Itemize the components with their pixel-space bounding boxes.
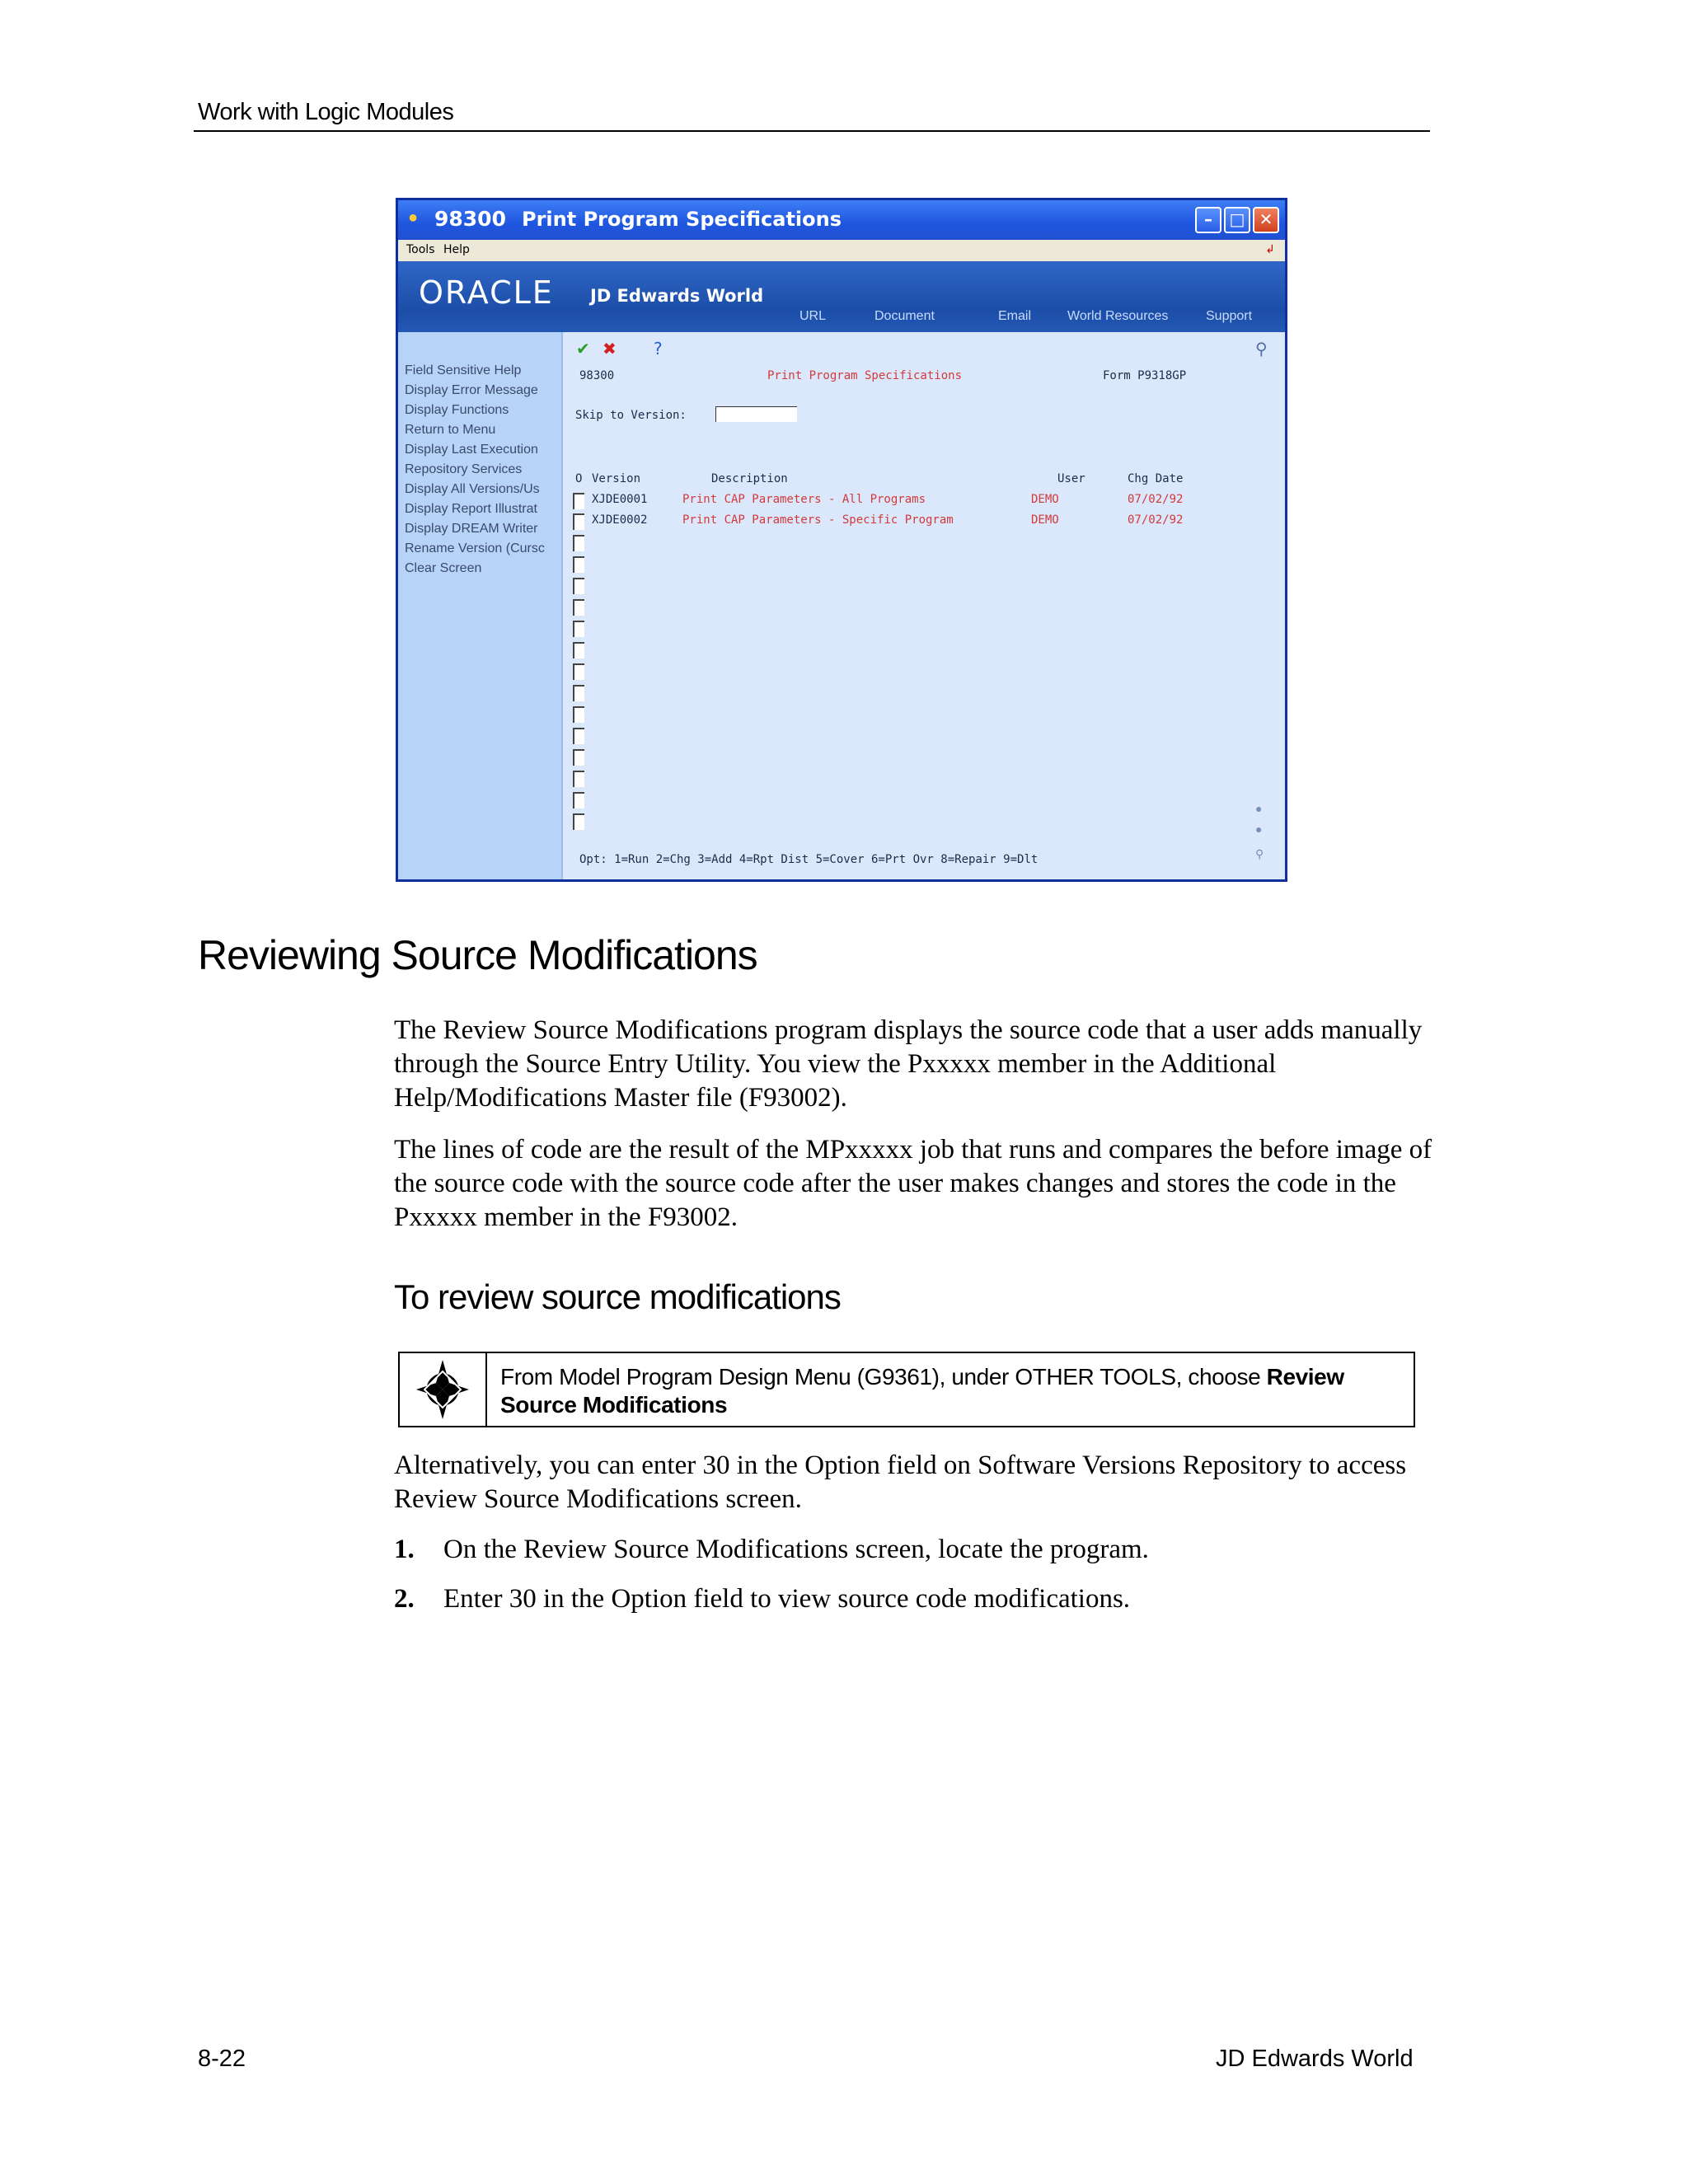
check-icon[interactable]: ✔ <box>576 339 590 359</box>
footer-product: JD Edwards World <box>1216 2046 1414 2072</box>
row-2-chg-date: 07/02/92 <box>1128 513 1184 527</box>
nav-link-email[interactable]: Email <box>998 309 1032 323</box>
row-1-user: DEMO <box>1031 493 1059 506</box>
return-arrow-icon[interactable]: ↲ <box>1265 243 1275 256</box>
sidebar-item-return-menu[interactable]: Return to Menu <box>405 423 496 437</box>
option-checkbox[interactable] <box>573 513 584 530</box>
title-bar <box>398 200 1285 240</box>
skip-to-version-input[interactable] <box>715 406 797 422</box>
sidebar-item-error-message[interactable]: Display Error Message <box>405 383 538 397</box>
option-checkbox[interactable] <box>573 493 584 509</box>
task-title: To review source modifications <box>394 1277 841 1316</box>
menu-bar <box>398 240 1285 261</box>
paragraph-1: The Review Source Modifications program displays the source code that a user adds manually through the Source Entry Utility. You view the Pxxxxx member in the Additional Help/Modifications Master file (F93002). <box>394 1015 1423 1113</box>
option-checkbox[interactable] <box>573 535 584 551</box>
navigation-target: Review Source Modifications <box>500 1364 1344 1418</box>
nav-link-url[interactable]: URL <box>799 309 827 323</box>
skip-label: Skip to Version: <box>575 409 687 422</box>
sidebar-item-all-versions[interactable]: Display All Versions/Us <box>405 482 540 496</box>
option-checkbox[interactable] <box>573 578 584 594</box>
option-checkbox[interactable] <box>573 556 584 573</box>
step-2-text: Enter 30 in the Option field to view source code modifications. <box>443 1584 1131 1614</box>
compass-icon <box>400 1353 485 1426</box>
sidebar-item-last-execution[interactable]: Display Last Execution <box>405 443 538 457</box>
oracle-banner <box>398 261 1285 332</box>
alternative-paragraph: Alternatively, you can enter 30 in the Option field on Software Versions Repository to access Review Source Modifications screen. <box>394 1451 1407 1514</box>
window-number: 98300 <box>434 207 506 231</box>
nav-link-document[interactable]: Document <box>874 309 935 323</box>
zoom-icon[interactable]: ⚲ <box>1255 847 1264 860</box>
sidebar-item-report-illustration[interactable]: Display Report Illustrat <box>405 502 537 516</box>
sidebar-item-rename-version[interactable]: Rename Version (Cursc <box>405 541 545 555</box>
row-2-version: XJDE0002 <box>592 513 648 527</box>
scroll-up-icon[interactable]: ● <box>1255 802 1263 815</box>
running-header: Work with Logic Modules <box>198 99 454 125</box>
row-2-user: DEMO <box>1031 513 1059 527</box>
row-1-version: XJDE0001 <box>592 493 648 506</box>
navigation-box <box>398 1352 1415 1427</box>
paragraph-2: The lines of code are the result of the MPxxxxx job that runs and compares the before image of the source code with the source code after the user makes changes and stores the code in the Pxxxxx member in the F93002. <box>394 1135 1432 1232</box>
app-icon: ● <box>408 209 419 227</box>
main-panel <box>563 332 1285 879</box>
menu-help[interactable]: Help <box>443 243 470 256</box>
navigation-icon-cell <box>400 1353 487 1426</box>
option-checkbox[interactable] <box>573 642 584 658</box>
option-line: Opt: 1=Run 2=Chg 3=Add 4=Rpt Dist 5=Cover 6=Prt Ovr 8=Repair 9=Dlt <box>579 853 1039 866</box>
option-checkbox[interactable] <box>573 621 584 637</box>
option-checkbox[interactable] <box>573 599 584 616</box>
option-checkbox[interactable] <box>573 792 584 808</box>
logo-subtitle: JD Edwards World <box>590 286 764 306</box>
col-description: Description <box>711 472 788 485</box>
step-1-text: On the Review Source Modifications screen, locate the program. <box>443 1535 1149 1564</box>
maximize-icon[interactable]: □ <box>1224 207 1250 233</box>
screen-title: Print Program Specifications <box>767 369 963 382</box>
row-2-description: Print CAP Parameters - Specific Program <box>682 513 954 527</box>
navigation-text <box>500 1363 1390 1419</box>
sidebar <box>398 332 563 879</box>
screenshot-window <box>396 198 1287 882</box>
row-1-chg-date: 07/02/92 <box>1128 493 1184 506</box>
help-icon[interactable]: ? <box>654 339 663 359</box>
option-checkbox[interactable] <box>573 728 584 744</box>
menu-tools[interactable]: Tools <box>406 243 435 256</box>
minimize-icon[interactable]: – <box>1195 207 1221 233</box>
sidebar-item-clear-screen[interactable]: Clear Screen <box>405 561 482 575</box>
oracle-logo: ORACLE <box>419 274 554 311</box>
cancel-icon[interactable]: ✖ <box>603 339 617 359</box>
option-checkbox[interactable] <box>573 749 584 766</box>
sidebar-item-functions[interactable]: Display Functions <box>405 403 509 417</box>
step-2-number: 2. <box>394 1584 415 1614</box>
program-id: 98300 <box>579 369 615 382</box>
content-area <box>398 332 1285 879</box>
nav-link-support[interactable]: Support <box>1206 309 1253 323</box>
option-checkbox[interactable] <box>573 685 584 701</box>
col-opt: O <box>575 472 583 485</box>
form-label: Form P9318GP <box>1103 369 1187 382</box>
row-1-description: Print CAP Parameters - All Programs <box>682 493 926 506</box>
nav-link-world-resources[interactable]: World Resources <box>1067 309 1169 323</box>
sidebar-item-dream-writer[interactable]: Display DREAM Writer <box>405 522 538 536</box>
section-title: Reviewing Source Modifications <box>198 932 757 978</box>
header-rule <box>194 130 1430 132</box>
sidebar-item-field-help[interactable]: Field Sensitive Help <box>405 363 522 377</box>
close-icon[interactable]: ✕ <box>1253 207 1279 233</box>
option-checkbox[interactable] <box>573 663 584 680</box>
col-chg-date: Chg Date <box>1128 472 1184 485</box>
page-number: 8-22 <box>198 2046 246 2072</box>
col-version: Version <box>592 472 641 485</box>
option-checkbox[interactable] <box>573 771 584 787</box>
option-checkbox[interactable] <box>573 813 584 830</box>
window-title: Print Program Specifications <box>522 208 842 231</box>
navigation-path: From Model Program Design Menu (G9361), under OTHER TOOLS, choose <box>500 1364 1267 1390</box>
step-1-number: 1. <box>394 1535 415 1564</box>
sidebar-item-repository[interactable]: Repository Services <box>405 462 523 476</box>
scroll-down-icon[interactable]: ● <box>1255 823 1263 836</box>
col-user: User <box>1057 472 1085 485</box>
option-checkbox[interactable] <box>573 706 584 723</box>
search-icon[interactable]: ⚲ <box>1255 339 1268 359</box>
